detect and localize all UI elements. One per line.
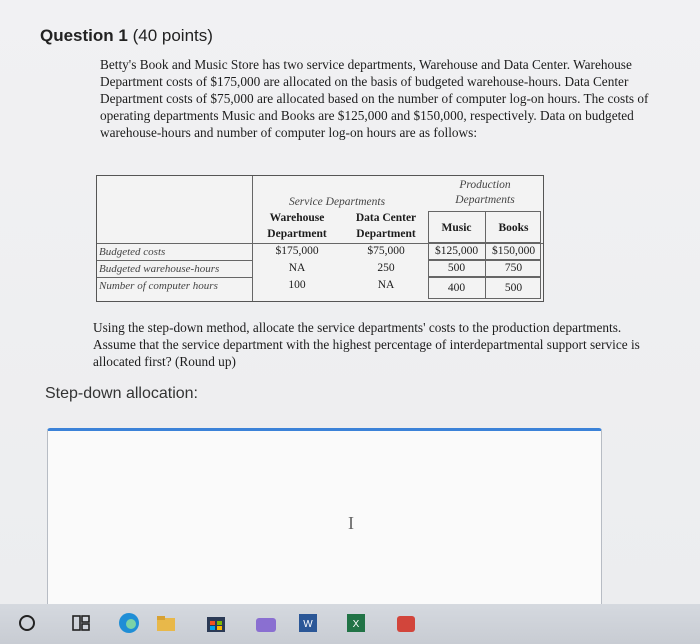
step-down-label: Step-down allocation: xyxy=(45,385,198,402)
cell-computer-hours-music: 400 xyxy=(447,282,466,294)
task-view-icon[interactable] xyxy=(70,612,92,634)
question-title xyxy=(40,26,213,46)
col-books: Books xyxy=(498,222,529,234)
question-points: (40 points) xyxy=(132,26,213,45)
excel-icon[interactable] xyxy=(345,612,367,634)
instruction-text: Using the step-down method, allocate the service departments' costs to the production departments. Assume that the service department with the highest percentage of interdepartmental support service is allocated first? (Round up) xyxy=(93,320,640,369)
table-hline-2 xyxy=(97,260,252,261)
service-header: Service Departments xyxy=(288,196,386,208)
data-table xyxy=(96,175,544,302)
svg-text:W: W xyxy=(303,619,313,630)
question-number: Question 1 xyxy=(40,26,128,45)
windows-search-icon[interactable] xyxy=(16,612,38,634)
cell-warehouse-costs: $175,000 xyxy=(275,245,319,257)
cell-books-costs: $150,000 xyxy=(491,245,536,257)
taskbar xyxy=(0,604,700,644)
cell-music-costs: $125,000 xyxy=(434,245,479,257)
problem-paragraph: Betty's Book and Music Store has two service departments, Warehouse and Data Center. Warehouse Department costs of $175,000 are allocated on the basis of budgeted warehouse-hours. Data Center Department costs of $75,000 are allocated based on the number of computer log-on hours. The costs of operating departments Music and Books are $125,000 and $150,000, respectively. Data on budgeted warehouse-hours and number of computer log-on hours are as follows: xyxy=(100,57,649,140)
cell-warehouse-hours-dc: 250 xyxy=(377,262,395,274)
col-music: Music xyxy=(441,222,472,234)
cell-computer-hours-wh: 100 xyxy=(288,279,306,291)
cell-computer-hours-books: 500 xyxy=(504,282,523,294)
production-header-1: Production xyxy=(459,179,511,191)
table-hline-3 xyxy=(97,277,252,278)
file-explorer-icon[interactable] xyxy=(155,612,177,634)
col-datacenter-2: Department xyxy=(356,228,416,240)
cell-datacenter-costs: $75,000 xyxy=(367,245,405,257)
row-label-computer-hours: Number of computer hours xyxy=(99,280,218,292)
production-header-2: Departments xyxy=(455,194,515,206)
app-icon-red[interactable] xyxy=(395,612,417,634)
cell-warehouse-hours-wh: NA xyxy=(288,262,306,274)
col-warehouse-2: Department xyxy=(267,228,327,240)
edge-browser-icon[interactable] xyxy=(118,612,140,634)
text-cursor-icon: I xyxy=(348,513,354,533)
answer-textarea[interactable] xyxy=(47,428,602,608)
row-label-budgeted-costs: Budgeted costs xyxy=(99,246,166,258)
col-warehouse-1: Warehouse xyxy=(269,212,325,224)
row-label-warehouse-hours: Budgeted warehouse-hours xyxy=(99,263,220,275)
cell-warehouse-hours-music: 500 xyxy=(447,262,466,274)
word-icon[interactable] xyxy=(297,612,319,634)
store-icon[interactable] xyxy=(205,612,227,634)
cell-computer-hours-dc: NA xyxy=(377,279,395,291)
cell-warehouse-hours-books: 750 xyxy=(504,262,523,274)
svg-text:X: X xyxy=(352,619,360,630)
col-datacenter-1: Data Center xyxy=(355,212,417,224)
app-icon[interactable] xyxy=(255,612,277,634)
